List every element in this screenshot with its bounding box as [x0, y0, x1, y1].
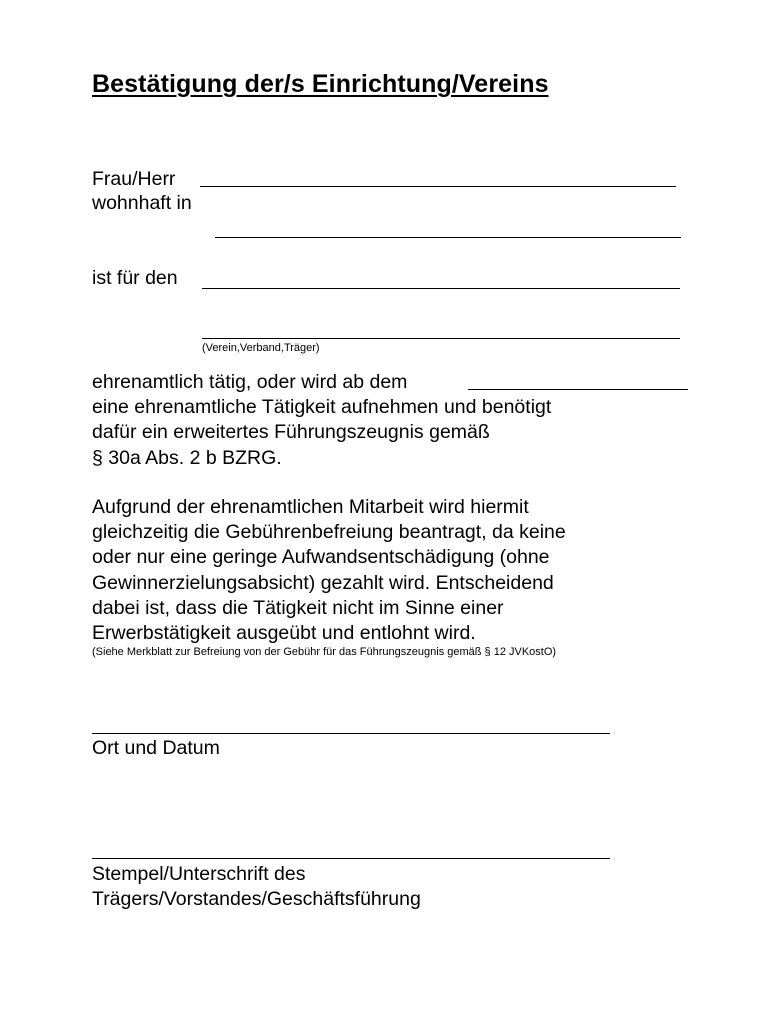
activity-paragraph: [92, 370, 551, 471]
activity-line: dafür ein erweitertes Führungszeugnis gemäß: [92, 421, 490, 444]
signature-label: [92, 862, 421, 912]
fee-waiver-line: gleichzeitig die Gebührenbefreiung beantragt, da keine: [92, 521, 566, 544]
org-hint: (Verein,Verband,Träger): [202, 342, 320, 354]
name-label: Frau/Herr: [92, 168, 176, 190]
fee-waiver-line: Gewinnerzielungsabsicht) gezahlt wird. Entscheidend: [92, 571, 554, 594]
place-date-label: Ort und Datum: [92, 737, 220, 759]
document-title: Bestätigung der/s Einrichtung/Vereins: [92, 70, 549, 98]
org-line[interactable]: [202, 288, 680, 289]
activity-line: eine ehrenamtliche Tätigkeit aufnehmen und benötigt: [92, 396, 552, 419]
org-line-2[interactable]: [202, 338, 680, 339]
org-label: ist für den: [92, 267, 178, 289]
place-date-line[interactable]: [92, 733, 610, 734]
fee-waiver-line: Aufgrund der ehrenamtlichen Mitarbeit wird hiermit: [92, 496, 529, 518]
name-line[interactable]: [200, 186, 676, 187]
fee-waiver-line: dabei ist, dass die Tätigkeit nicht im Sinne einer: [92, 596, 504, 619]
fee-waiver-line: Erwerbstätigkeit ausgeübt und entlohnt wird.: [92, 622, 476, 645]
signature-label-line: Stempel/Unterschrift des: [92, 863, 306, 885]
signature-label-line: Trägers/Vorstandes/Geschäftsführung: [92, 888, 421, 911]
start-date-line[interactable]: [468, 389, 688, 390]
activity-line: § 30a Abs. 2 b BZRG.: [92, 446, 282, 469]
fee-waiver-line: oder nur eine geringe Aufwandsentschädigung (ohne: [92, 546, 550, 569]
fee-waiver-note: (Siehe Merkblatt zur Befreiung von der Gebühr für das Führungszeugnis gemäß § 12 JVKostO): [92, 646, 557, 658]
signature-line[interactable]: [92, 858, 610, 859]
residence-line[interactable]: [215, 237, 681, 238]
residence-label: wohnhaft in: [92, 192, 192, 214]
fee-waiver-paragraph: [92, 495, 566, 646]
activity-line: ehrenamtlich tätig, oder wird ab dem: [92, 371, 408, 393]
